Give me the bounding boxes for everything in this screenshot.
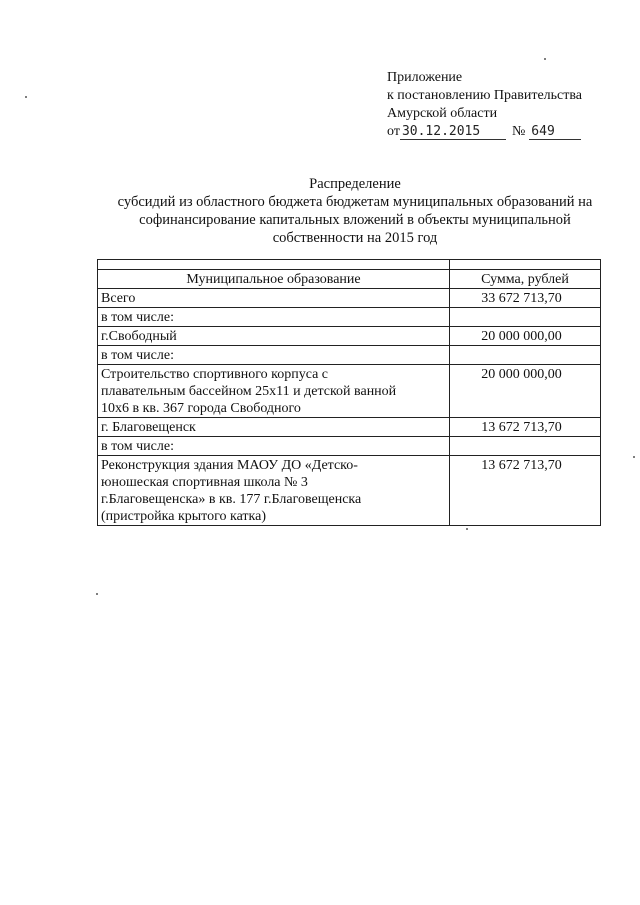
appendix-date-number-line — [387, 123, 582, 141]
entity-line: в том числе: — [101, 310, 174, 325]
spacer-cell-entity — [98, 260, 450, 270]
entity-line: в том числе: — [101, 348, 174, 363]
sum-cell — [450, 437, 601, 456]
entity-cell — [98, 327, 450, 346]
sum-cell — [450, 308, 601, 327]
entity-line: г.Благовещенска» в кв. 177 г.Благовещенска — [101, 492, 362, 507]
appendix-title: Приложение — [387, 70, 463, 85]
table-body — [98, 289, 601, 526]
table-row — [98, 365, 601, 418]
entity-line: Всего — [101, 291, 136, 306]
entity-cell — [98, 365, 450, 418]
entity-cell — [98, 289, 450, 308]
sum-cell: 20 000 000,00 — [450, 365, 601, 418]
header-sum: Сумма, рублей — [450, 270, 601, 289]
entity-line: г. Благовещенск — [101, 420, 196, 435]
from-label: от — [387, 124, 400, 139]
table-row — [98, 289, 601, 308]
entity-cell — [98, 456, 450, 526]
sum-cell: 13 672 713,70 — [450, 418, 601, 437]
table-row — [98, 437, 601, 456]
entity-line: 10х6 в кв. 367 города Свободного — [101, 401, 301, 416]
subsidy-distribution-table — [97, 259, 601, 526]
sum-cell: 20 000 000,00 — [450, 327, 601, 346]
header-entity: Муниципальное образование — [98, 270, 450, 289]
number-sign: № — [511, 124, 526, 139]
sum-cell: 33 672 713,70 — [450, 289, 601, 308]
entity-cell — [98, 346, 450, 365]
scan-speck — [544, 58, 546, 60]
entity-line: юношеская спортивная школа № 3 — [101, 475, 308, 490]
appendix-block — [387, 69, 582, 141]
resolution-date: 30.12.2015 — [400, 125, 506, 140]
entity-line: г.Свободный — [101, 329, 177, 344]
sum-cell — [450, 346, 601, 365]
table-row — [98, 456, 601, 526]
entity-line: Реконструкция здания МАОУ ДО «Детско- — [101, 458, 358, 473]
entity-line: Строительство спортивного корпуса с — [101, 367, 329, 382]
entity-line: в том числе: — [101, 439, 174, 454]
scan-speck — [633, 456, 635, 458]
scan-speck — [466, 528, 468, 530]
table-header-row — [98, 270, 601, 289]
table-row — [98, 418, 601, 437]
title-line-2: субсидий из областного бюджета бюджетам муниципальных образований на — [117, 194, 593, 210]
table-row — [98, 327, 601, 346]
entity-cell — [98, 308, 450, 327]
entity-line: плавательным бассейном 25х11 и детской ванной — [101, 384, 397, 399]
document-title — [100, 175, 610, 247]
entity-cell — [98, 418, 450, 437]
title-line-3: софинансирование капитальных вложений в объекты муниципальной — [139, 212, 571, 228]
scan-speck — [96, 593, 98, 595]
entity-line: (пристройка крытого катка) — [101, 509, 267, 524]
appendix-resolution-line: к постановлению Правительства — [387, 88, 583, 103]
table-row — [98, 308, 601, 327]
entity-cell — [98, 437, 450, 456]
scan-speck — [25, 96, 27, 98]
resolution-number: 649 — [529, 125, 581, 140]
title-line-4: собственности на 2015 год — [272, 230, 438, 246]
spacer-cell-sum — [450, 260, 601, 270]
sum-cell: 13 672 713,70 — [450, 456, 601, 526]
appendix-region-line: Амурской области — [387, 106, 498, 121]
title-line-1: Распределение — [309, 176, 401, 192]
table-row — [98, 346, 601, 365]
table-spacer-row — [98, 260, 601, 270]
